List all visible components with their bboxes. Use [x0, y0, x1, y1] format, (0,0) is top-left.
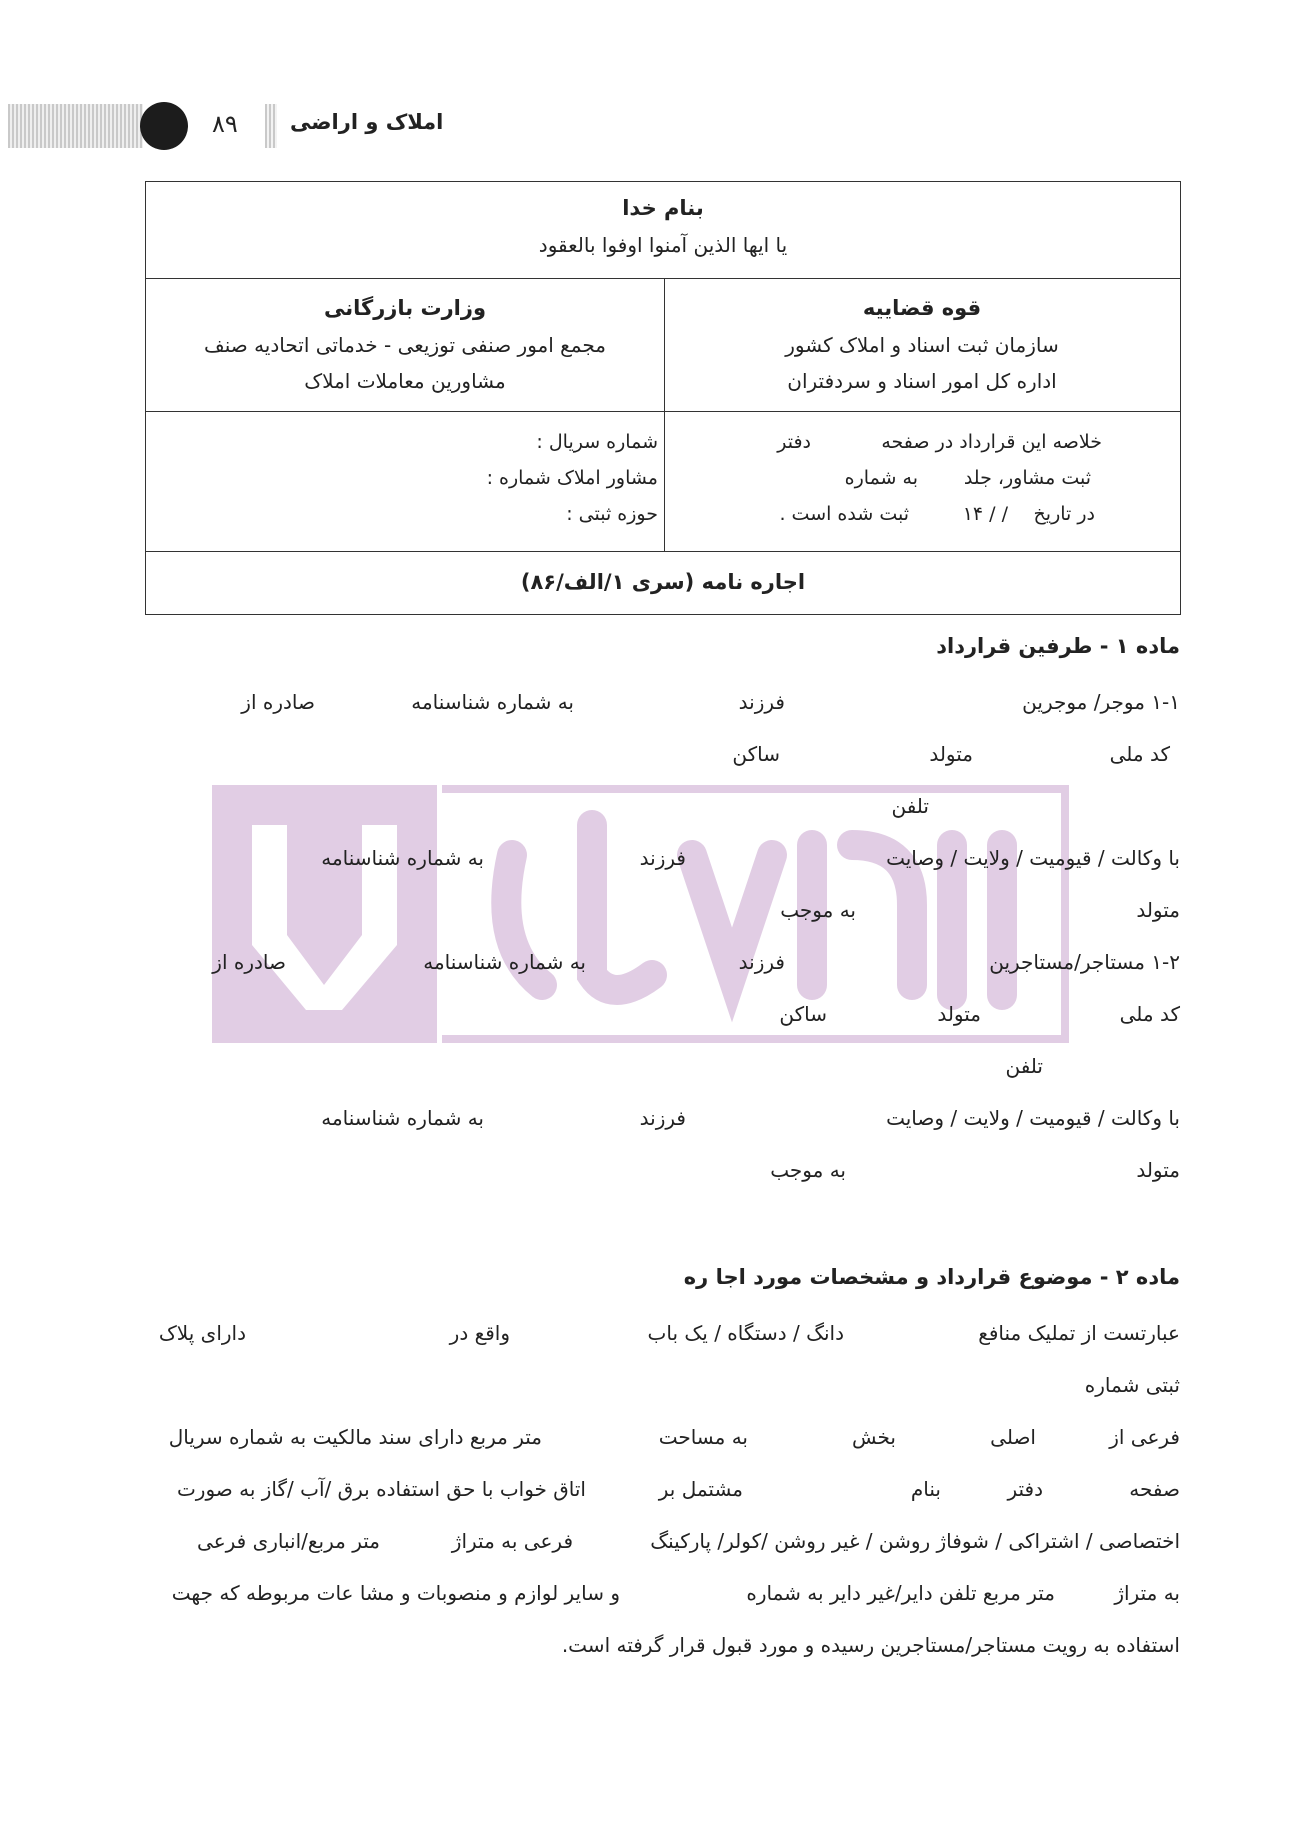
judiciary-org — [664, 278, 1180, 411]
tenant-issued-label: صادره از — [212, 950, 286, 974]
article2-heading: ماده ۲ - موضوع قرارداد و مشخصات مورد اجا ره — [683, 1265, 1180, 1289]
landlord-father-label: فرزند — [738, 690, 785, 714]
tenant-proxy-father-label: فرزند — [639, 1106, 686, 1130]
article2-r2-a: ثبتی شماره — [1084, 1373, 1180, 1397]
section-title: املاک و اراضی — [290, 110, 444, 134]
landlord-proxy-basis-label: به موجب — [780, 898, 856, 922]
judiciary-title: قوه قضاییه — [862, 296, 982, 320]
article2-r4-b: دفتر — [1007, 1477, 1043, 1501]
landlord-issued-label: صادره از — [241, 690, 315, 714]
tenant-label: ۱-۲ مستاجر/مستاجرین — [989, 950, 1180, 974]
commerce-org — [146, 278, 664, 411]
landlord-born-label: متولد — [929, 742, 973, 766]
article2-r4-e: اتاق خواب با حق استفاده برق /آب /گاز به صورت — [176, 1477, 586, 1501]
commerce-title: وزارت بازرگانی — [323, 296, 487, 320]
tenant-proxy-id-label: به شماره شناسنامه — [321, 1106, 484, 1130]
article1-heading: ماده ۱ - طرفین قرارداد — [936, 634, 1180, 658]
article2-r4-d: مشتمل بر — [658, 1477, 743, 1501]
header-circle-icon — [140, 102, 188, 150]
page-number: ۸۹ — [212, 110, 238, 138]
registry-zone-label: حوزه ثبتی : — [566, 503, 658, 525]
registry-line3-a: در تاریخ — [1033, 503, 1095, 525]
contract-form-table — [145, 181, 1181, 615]
tenant-resident-label: ساکن — [779, 1002, 827, 1026]
article2-r1-d: دارای پلاک — [158, 1321, 246, 1345]
article2-r3-a: فرعی از — [1109, 1425, 1180, 1449]
commerce-line2: مشاورین معاملات املاک — [304, 369, 506, 393]
tenant-proxy-label: با وکالت / قیومیت / ولایت / وصایت — [886, 1106, 1180, 1130]
article2-r5-a: اختصاصی / اشتراکی / شوفاژ روشن / غیر روشن /کولر/ پارکینگ — [650, 1529, 1180, 1553]
article2-r6-c: و سایر لوازم و منصوبات و مشا عات مربوطه که جهت — [171, 1581, 620, 1605]
article2-r6-b: متر مربع تلفن دایر/غیر دایر به شماره — [746, 1581, 1055, 1605]
landlord-proxy-born-label: متولد — [1136, 898, 1180, 922]
commerce-line1: مجمع امور صنفی توزیعی - خدماتی اتحادیه صنف — [203, 333, 606, 357]
article2-r1-a: عبارتست از تملیک منافع — [978, 1321, 1180, 1345]
article2-r3-c: بخش — [852, 1425, 896, 1449]
judiciary-line2: اداره کل امور اسناد و سردفتران — [787, 369, 1057, 393]
article2-r5-c: متر مربع/انباری فرعی — [197, 1529, 380, 1553]
landlord-proxy-label: با وکالت / قیومیت / ولایت / وصایت — [886, 846, 1180, 870]
article2-r7-a: استفاده به رویت مستاجر/مستاجرین رسیده و مورد قبول قرار گرفته است. — [561, 1633, 1180, 1657]
contract-series: (سری ۱/الف/۸۶) — [520, 570, 695, 594]
contract-title-row — [146, 570, 1180, 594]
article2-r3-e: متر مربع دارای سند مالکیت به شماره سریال — [168, 1425, 542, 1449]
registry-line2-b: به شماره — [844, 467, 918, 489]
landlord-proxy-father-label: فرزند — [639, 846, 686, 870]
registry-line1-b: دفتر — [777, 431, 811, 453]
contract-title: اجاره نامه — [701, 570, 806, 594]
article2-r4-c: بنام — [910, 1477, 941, 1501]
article2-r3-d: به مساحت — [658, 1425, 748, 1449]
tenant-proxy-born-label: متولد — [1136, 1158, 1180, 1182]
judiciary-line1: سازمان ثبت اسناد و املاک کشور — [785, 333, 1059, 357]
registry-line1-a: خلاصه این قرارداد در صفحه — [881, 431, 1102, 453]
tenant-father-label: فرزند — [738, 950, 785, 974]
registry-line3-date: / / ۱۴ — [962, 503, 1008, 525]
tenant-proxy-basis-label: به موجب — [770, 1158, 846, 1182]
landlord-id-label: به شماره شناسنامه — [411, 690, 574, 714]
tenant-phone-label: تلفن — [1005, 1054, 1043, 1078]
article2-r5-b: فرعی به متراژ — [451, 1529, 573, 1553]
landlord-proxy-id-label: به شماره شناسنامه — [321, 846, 484, 870]
header-divider — [265, 104, 277, 148]
article2-r1-c: واقع در — [449, 1321, 510, 1345]
tenant-born-label: متولد — [937, 1002, 981, 1026]
article2-r6-a: به متراژ — [1114, 1581, 1180, 1605]
landlord-phone-label: تلفن — [891, 794, 929, 818]
landlord-national-code-label: کد ملی — [1109, 742, 1170, 766]
consultant-number-label: مشاور املاک شماره : — [486, 467, 658, 489]
header-decoration — [8, 104, 143, 148]
article2-r4-a: صفحه — [1129, 1477, 1180, 1501]
basmala: بنام خدا — [622, 196, 704, 220]
verse: یا ایها الذین آمنوا اوفوا بالعقود — [538, 233, 788, 257]
landlord-label: ۱-۱ موجر/ موجرین — [1022, 690, 1180, 714]
article2-r1-b: دانگ / دستگاه / یک باب — [647, 1321, 844, 1345]
tenant-national-code-label: کد ملی — [1119, 1002, 1180, 1026]
registry-line2-a: ثبت مشاور، جلد — [963, 467, 1091, 489]
registry-line3-c: ثبت شده است . — [779, 503, 909, 525]
landlord-resident-label: ساکن — [732, 742, 780, 766]
serial-number-label: شماره سریال : — [536, 431, 658, 453]
tenant-id-label: به شماره شناسنامه — [423, 950, 586, 974]
article2-r3-b: اصلی — [990, 1425, 1036, 1449]
